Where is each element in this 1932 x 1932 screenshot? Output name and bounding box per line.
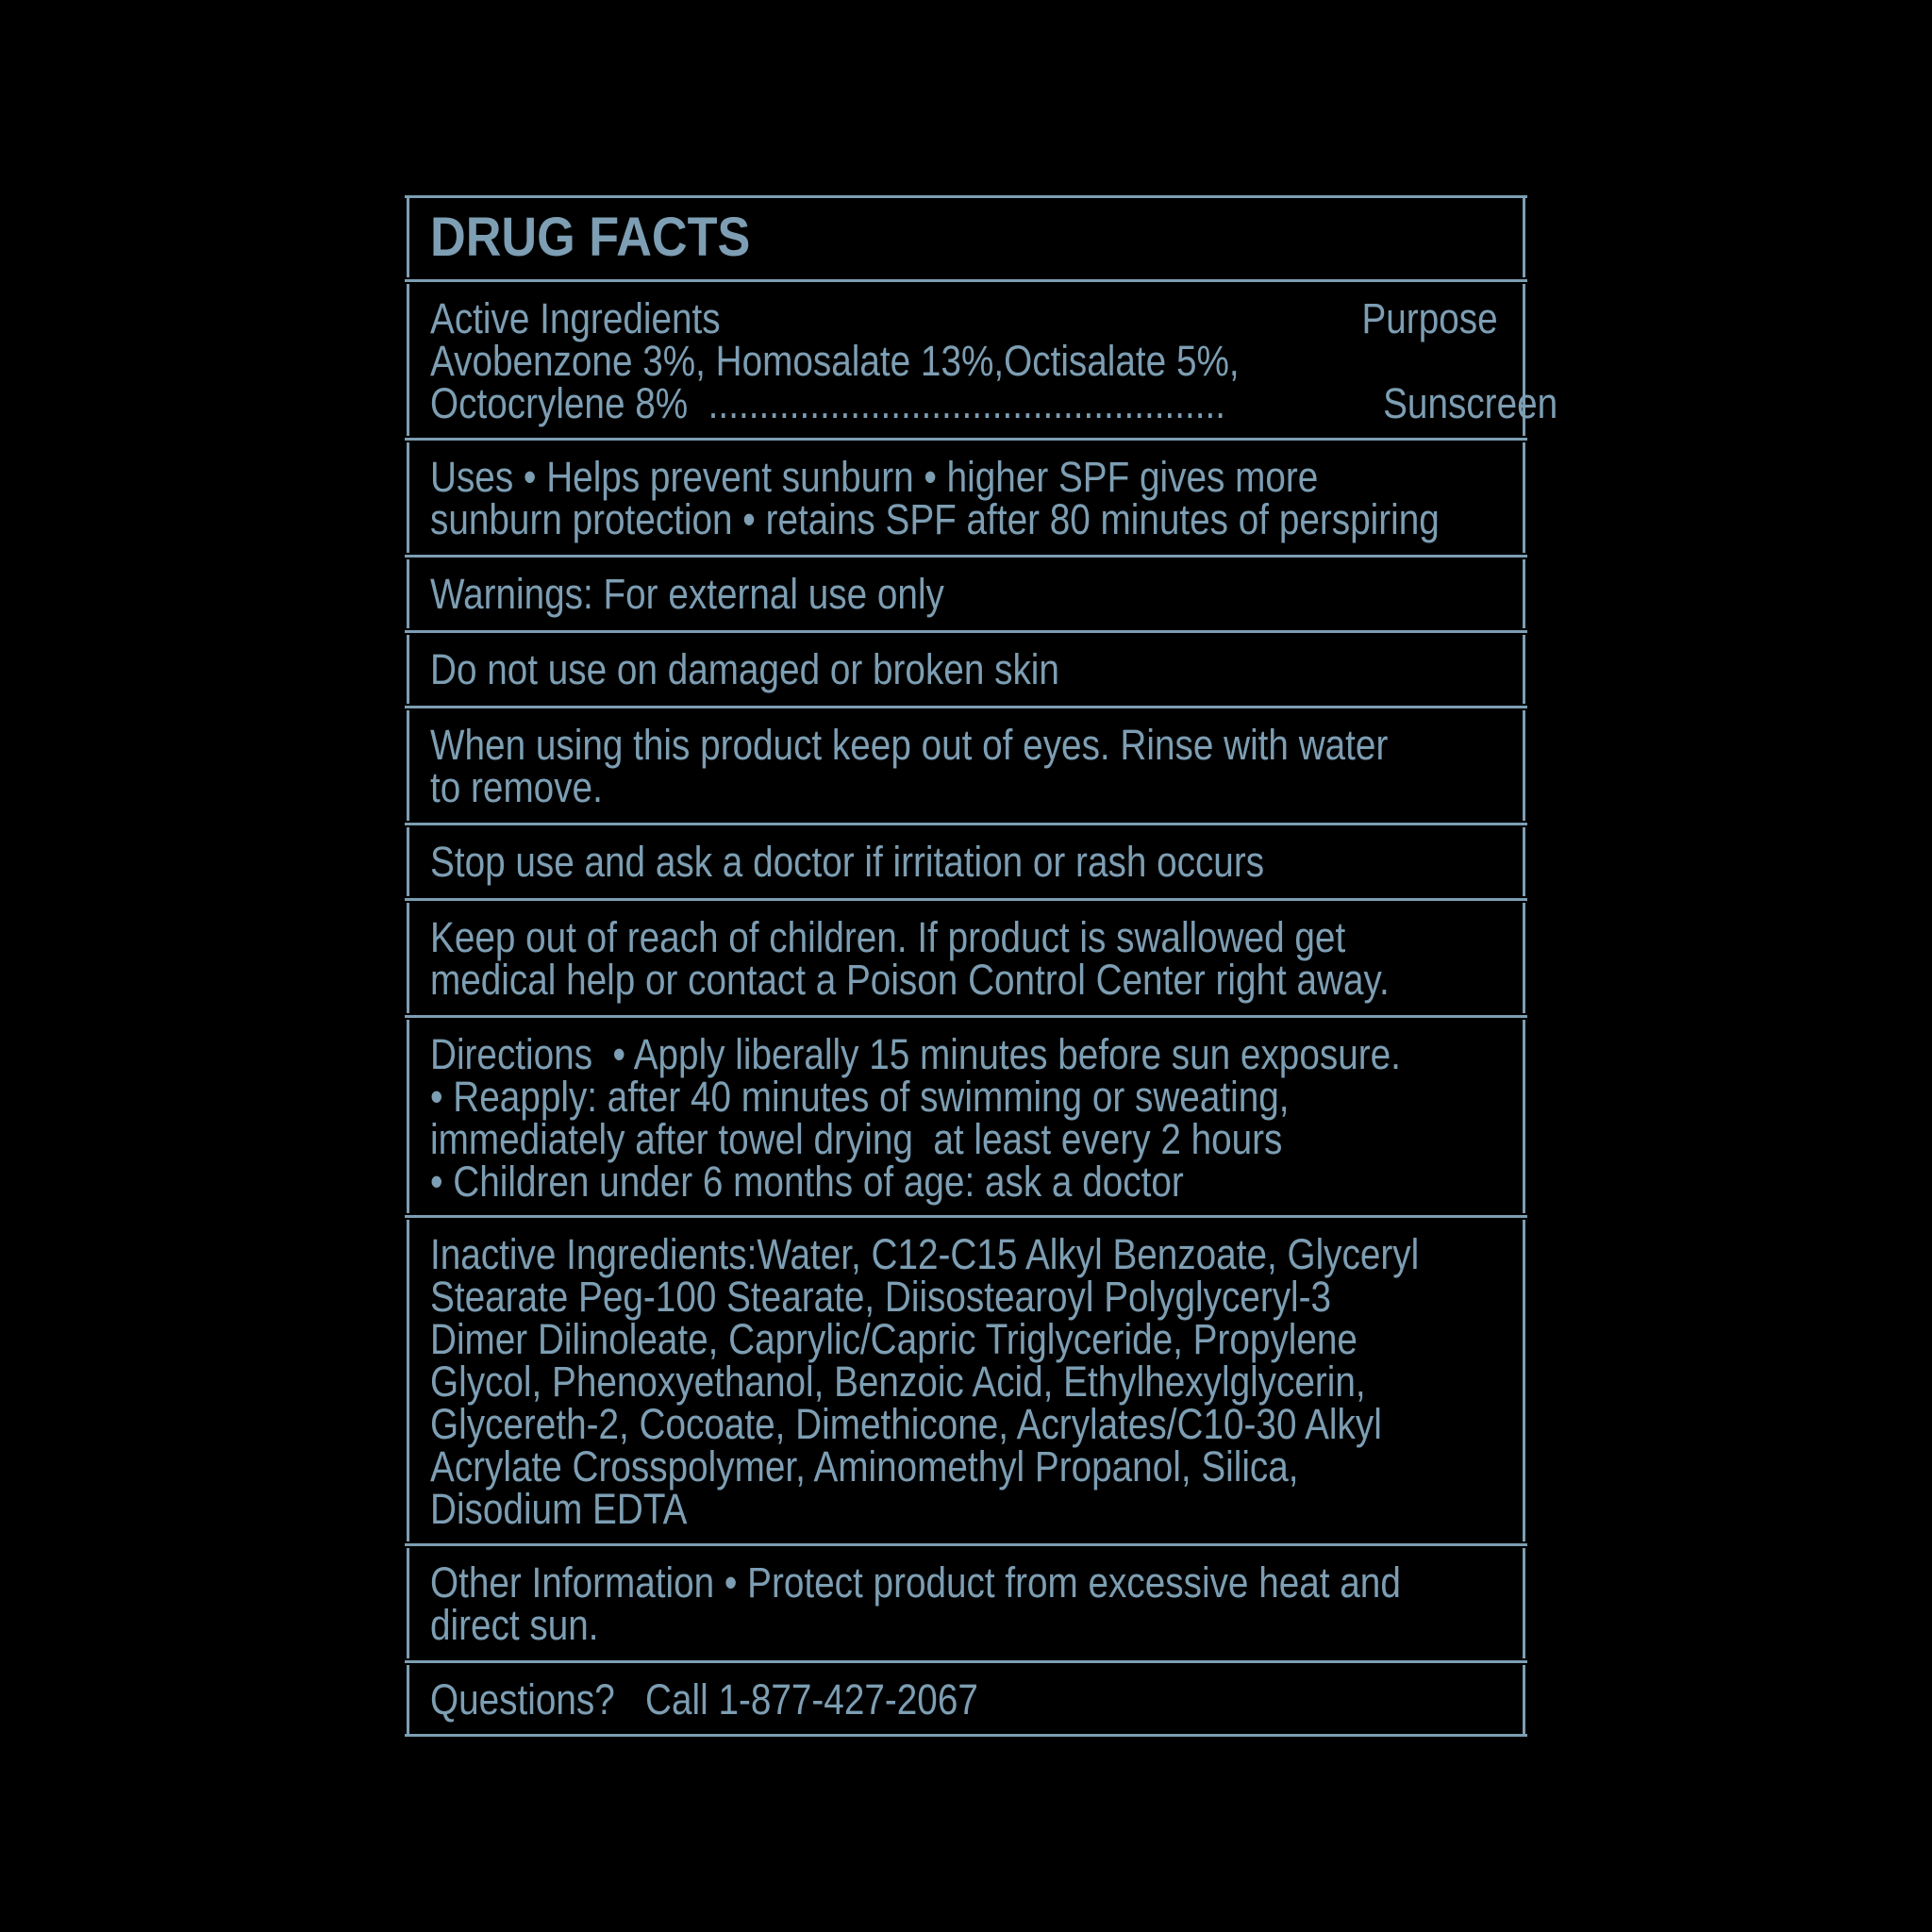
section-divider <box>405 706 1527 708</box>
active-ingredients-section <box>407 284 1558 436</box>
inactive-line-2: Stearate Peg-100 Stearate, Diisostearoyl Polyglyceryl-3 <box>430 1273 1332 1321</box>
inactive-line-7: Disodium EDTA <box>430 1485 688 1533</box>
warnings-text: Warnings: For external use only <box>430 570 944 618</box>
other-info-line-2: direct sun. <box>430 1601 599 1649</box>
leader-dots: ................................................... <box>708 379 1226 427</box>
inactive-line-1: Inactive Ingredients:Water, C12-C15 Alkyl Benzoate, Glyceryl <box>430 1230 1420 1278</box>
inactive-line-6: Acrylate Crosspolymer, Aminomethyl Propanol, Silica, <box>430 1442 1299 1491</box>
section-divider <box>405 898 1527 901</box>
directions-line-1: Directions • Apply liberally 15 minutes before sun exposure. <box>430 1030 1401 1078</box>
inactive-ingredients-section <box>407 1220 1525 1541</box>
sunscreen-purpose: Sunscreen <box>1383 379 1558 427</box>
inactive-line-5: Glycereth-2, Cocoate, Dimethicone, Acrylates/C10-30 Alkyl <box>430 1400 1382 1448</box>
active-ingredients-line-2 <box>430 379 1558 427</box>
active-header-row <box>430 294 1498 342</box>
inactive-line-4: Glycol, Phenoxyethanol, Benzoic Acid, Ethylhexylglycerin, <box>430 1357 1366 1406</box>
warnings-section <box>407 559 1525 628</box>
section-divider <box>405 1660 1527 1663</box>
purpose-heading: Purpose <box>1361 294 1498 342</box>
stop-use-text: Stop use and ask a doctor if irritation or rash occurs <box>430 838 1265 886</box>
directions-section <box>407 1020 1525 1213</box>
keep-out-line-2: medical help or contact a Poison Control Center right away. <box>430 956 1390 1004</box>
active-ingredients-heading: Active Ingredients <box>430 294 721 342</box>
drug-facts-title: DRUG FACTS <box>430 207 751 268</box>
active-ingredients-line-1: Avobenzone 3%, Homosalate 13%,Octisalate 5%, <box>430 337 1240 385</box>
section-divider <box>405 555 1527 558</box>
section-divider <box>405 630 1527 633</box>
drug-facts-label <box>405 195 1558 1737</box>
keep-out-of-reach-section <box>407 903 1525 1013</box>
section-divider <box>405 1215 1527 1218</box>
section-divider <box>405 438 1527 441</box>
other-info-line-1: Other Information • Protect product from excessive heat and <box>430 1558 1401 1607</box>
drug-facts-title-section <box>407 198 1525 277</box>
when-using-line-1: When using this product keep out of eyes. Rinse with water <box>430 721 1389 769</box>
stop-use-section <box>407 827 1525 896</box>
when-using-section <box>407 710 1525 821</box>
keep-out-line-1: Keep out of reach of children. If product is swallowed get <box>430 913 1346 961</box>
uses-line-2: sunburn protection • retains SPF after 80 minutes of perspiring <box>430 495 1440 543</box>
section-divider <box>405 1543 1527 1546</box>
uses-line-1: Uses • Helps prevent sunburn • higher SPF gives more <box>430 453 1319 501</box>
directions-line-3: immediately after towel drying at least every 2 hours <box>430 1115 1283 1163</box>
questions-text: Questions? Call 1-877-427-2067 <box>430 1675 978 1724</box>
do-not-use-section <box>407 635 1525 704</box>
uses-section <box>407 442 1525 553</box>
directions-line-2: • Reapply: after 40 minutes of swimming or sweating, <box>430 1073 1290 1121</box>
section-divider <box>405 823 1527 825</box>
octocrylene-text: Octocrylene 8% <box>430 379 708 427</box>
section-divider <box>405 1015 1527 1018</box>
when-using-line-2: to remove. <box>430 763 603 811</box>
questions-section <box>407 1665 1525 1734</box>
inactive-line-3: Dimer Dilinoleate, Caprylic/Capric Triglyceride, Propylene <box>430 1315 1357 1363</box>
do-not-use-text: Do not use on damaged or broken skin <box>430 645 1059 693</box>
other-information-section <box>407 1548 1525 1658</box>
directions-line-4: • Children under 6 months of age: ask a doctor <box>430 1158 1184 1206</box>
section-divider <box>405 279 1527 282</box>
